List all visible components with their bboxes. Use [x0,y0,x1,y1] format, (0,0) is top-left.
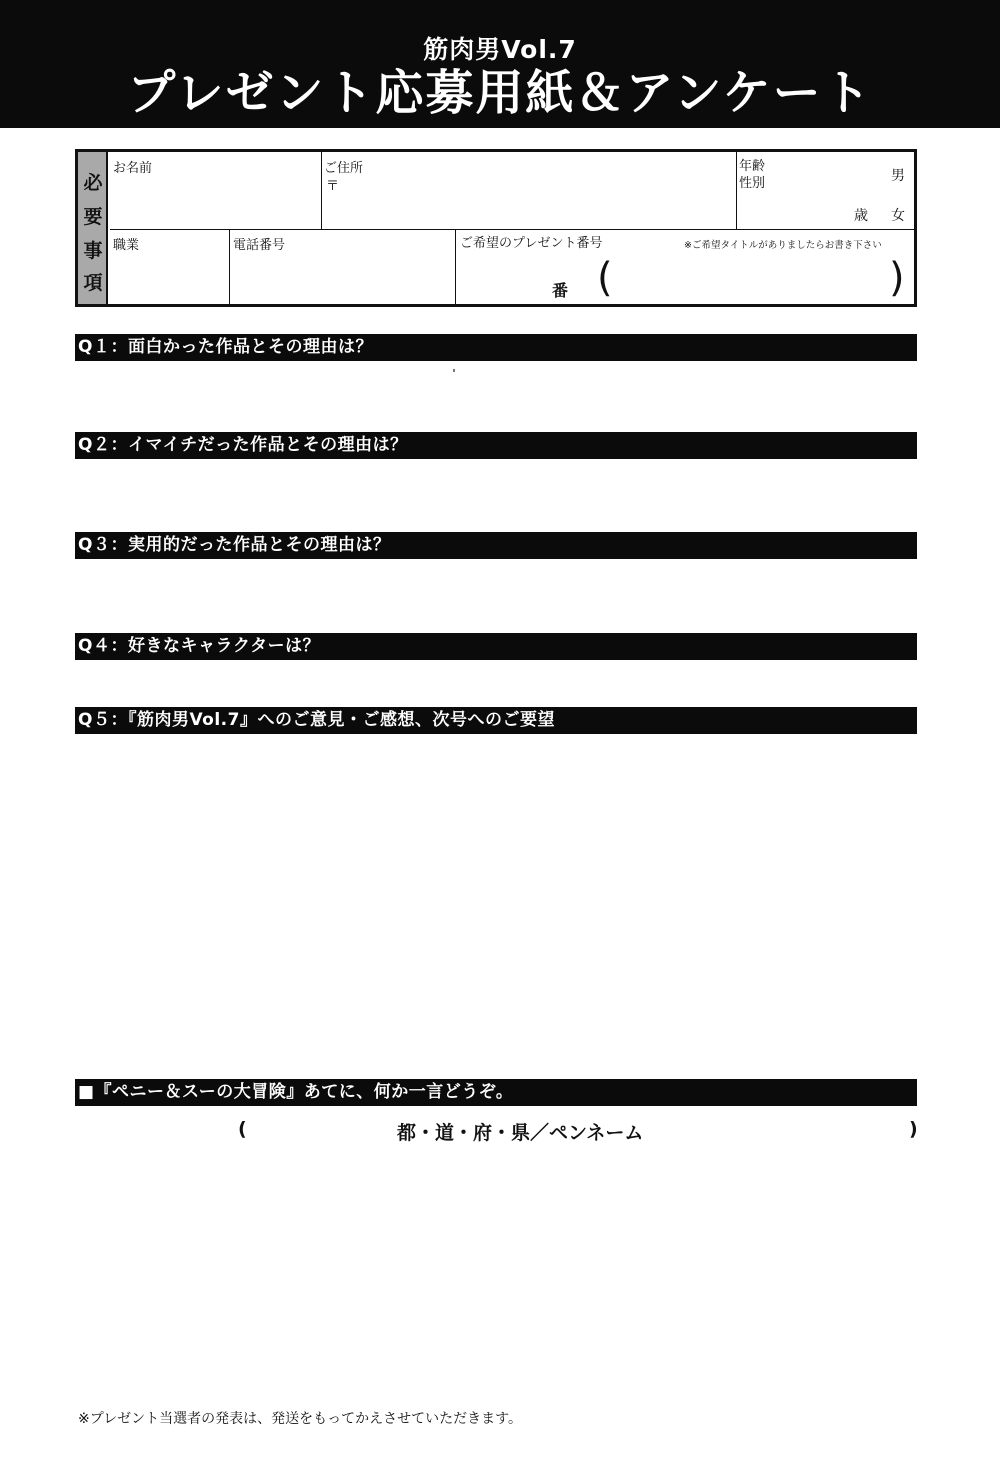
footer-note: ※プレゼント当選者の発表は、発送をもってかえさせていただきます。 [78,1411,523,1427]
required-items-column [78,152,108,304]
required-char: 事 [83,240,103,262]
answer-1-area[interactable] [75,362,917,430]
question-3-bar: Q３：実用的だった作品とその理由は？ [75,532,917,559]
answer-5-area[interactable] [75,735,917,1075]
address-label: ご住所 [324,161,364,176]
required-char: 要 [83,206,103,228]
question-1-bar: Q１：面白かった作品とその理由は？ [75,334,917,361]
required-char: 必 [83,172,103,194]
answer-4-area[interactable] [75,661,917,705]
present-title-field[interactable] [618,256,888,300]
open-paren: ( [597,255,613,301]
sex-label: 性別 [739,176,766,191]
penname-label: 都・道・府・県／ペンネーム [397,1122,644,1144]
message-bar: ■『ペニー＆スーの大冒険』あてに、何か一言どうぞ。 [75,1079,917,1106]
col-divider [455,229,456,304]
close-paren: ) [889,255,905,301]
female-option[interactable]: 女 [891,208,905,224]
phone-field[interactable] [231,251,453,302]
age-unit: 歳 [854,208,868,224]
header-banner [0,0,1000,128]
question-4-bar: Q４：好きなキャラクターは？ [75,633,917,660]
male-option[interactable]: 男 [891,168,905,184]
name-field[interactable] [111,174,319,227]
postal-mark: 〒 [326,179,340,194]
penname-open-paren: ( [238,1118,247,1140]
number-unit: 番 [552,281,569,300]
job-field[interactable] [111,251,227,302]
answer-2-area[interactable] [75,460,917,530]
job-label: 職業 [113,238,140,253]
question-2-bar: Q２：イマイチだった作品とその理由は？ [75,432,917,459]
page-title: プレゼント応募用紙＆アンケート [127,65,873,121]
question-5-bar: Q５：『筋肉男Vol.7』へのご意見・ご感想、次号へのご要望 [75,707,917,734]
answer-3-area[interactable] [75,560,917,630]
address-field[interactable] [340,174,732,227]
present-number-label: ご希望のプレゼント番号 [460,236,603,251]
name-label: お名前 [113,161,153,176]
phone-label: 電話番号 [233,238,286,253]
title-note: ※ご希望タイトルがありましたらお書き下さい [684,240,882,251]
message-area[interactable] [75,1150,917,1390]
required-info-form [75,149,917,307]
required-char: 項 [83,272,103,294]
row-divider [110,229,914,230]
age-label: 年齢 [739,159,766,174]
col-divider [736,152,737,229]
col-divider [229,229,230,304]
penname-close-paren: ) [909,1118,918,1140]
magazine-title: 筋肉男Vol.7 [423,35,577,64]
col-divider [321,152,322,229]
